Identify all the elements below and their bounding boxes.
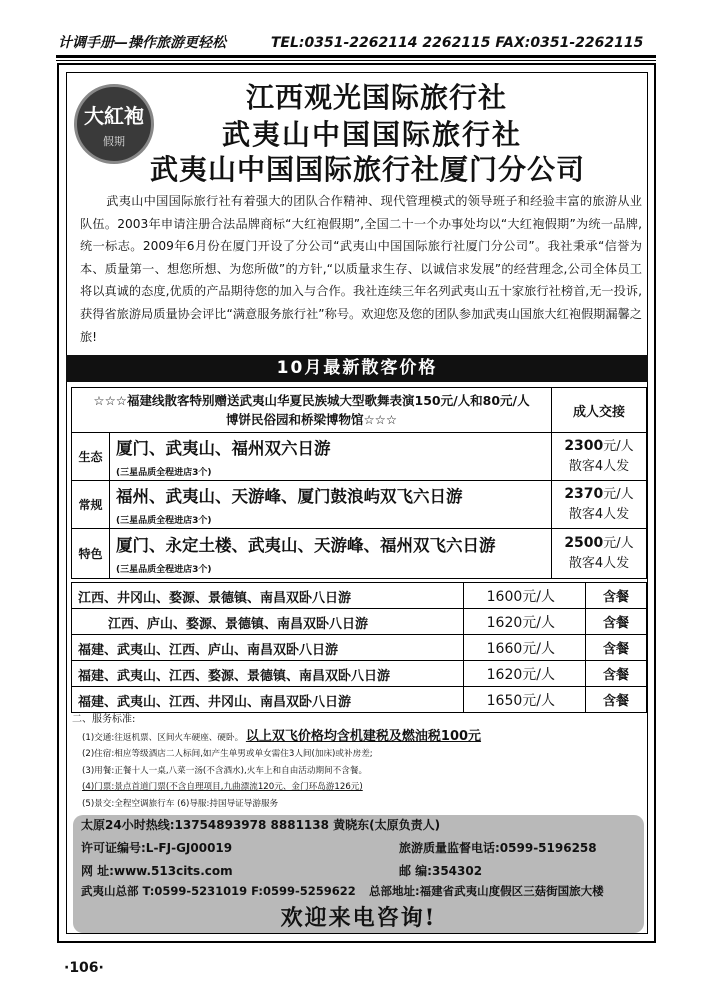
line-row <box>72 687 647 713</box>
service-transport <box>72 729 646 747</box>
service-head: 二、服务标准: <box>72 714 136 725</box>
title-jiangxi: 江西观光国际旅行社 <box>246 81 508 114</box>
line-price: 1620元/人 <box>463 661 585 687</box>
line-name: 福建、武夷山、江西、庐山、南昌双卧八日游 <box>72 635 464 661</box>
website <box>81 862 233 879</box>
service-standards <box>72 712 646 813</box>
route-price <box>552 433 647 481</box>
line-meal: 含餐 <box>586 661 647 687</box>
price-min: 散客4人发 <box>568 556 630 571</box>
route-category: 生态 <box>72 433 110 481</box>
route-note: (三星品质全程进店3个) <box>116 565 212 575</box>
logo-name: 大紅袍 <box>84 104 144 128</box>
page-number: ·106· <box>64 960 104 976</box>
route-note: (三星品质全程进店3个) <box>116 516 212 526</box>
line-row <box>72 661 647 687</box>
price-banner: 10月最新散客价格 <box>66 355 648 382</box>
contact-box <box>73 815 644 933</box>
route-cell <box>110 529 552 579</box>
promo-text: ☆☆☆福建线散客特别赠送武夷山华夏民族城大型歌舞表演150元/人和80元/人博饼民俗园和桥梁博物馆☆☆☆ <box>93 393 530 427</box>
title-wuyishan: 武夷山中国国际旅行社 <box>222 118 523 151</box>
line-table <box>71 582 647 713</box>
promo-row <box>72 388 647 433</box>
route-note: (三星品质全程进店3个) <box>116 468 212 478</box>
hq-phone: 武夷山总部 T:0599-5231019 F:0599-5259622 <box>81 884 356 898</box>
line-row <box>72 609 647 635</box>
transport-text: (1)交通:往返机票、区间火车硬座、硬卧。 <box>82 732 244 743</box>
route-price <box>552 529 647 579</box>
line-name: 江西、井冈山、婺源、景德镇、南昌双卧八日游 <box>72 583 464 609</box>
service-hotel: (2)住宿:相应等级酒店二人标间,如产生单男或单女需住3人间(加床)或补房差; <box>82 749 373 760</box>
website-label: 网 址: <box>81 864 114 878</box>
line-meal: 含餐 <box>586 687 647 713</box>
supervision-phone: 旅游质量监督电话:0599-5196258 <box>399 841 597 855</box>
line-meal: 含餐 <box>586 635 647 661</box>
route-name: 厦门、武夷山、福州双六日游 <box>116 439 331 458</box>
route-row <box>72 433 647 481</box>
license: 许可证编号:L-FJ-GJ00019 <box>81 841 233 855</box>
welcome-text: 欢迎来电咨询! <box>280 905 437 931</box>
postcode: 邮 编:354302 <box>399 864 483 878</box>
line-name: 江西、庐山、婺源、景德镇、南昌双卧八日游 <box>72 609 464 635</box>
adult-label: 成人交接 <box>552 388 647 433</box>
line-price: 1620元/人 <box>463 609 585 635</box>
line-name: 福建、武夷山、江西、婺源、景德镇、南昌双卧八日游 <box>72 661 464 687</box>
line-meal: 含餐 <box>586 609 647 635</box>
route-category: 特色 <box>72 529 110 579</box>
header-rule-thick <box>56 55 656 58</box>
promo-cell <box>72 388 552 433</box>
transport-highlight: 以上双飞价格均含机建税及燃油税100元 <box>245 728 482 744</box>
header-line <box>58 32 654 56</box>
line-price: 1650元/人 <box>463 687 585 713</box>
hq-address: 总部地址:福建省武夷山度假区三菇街国旅大楼 <box>369 884 604 898</box>
route-name: 福州、武夷山、天游峰、厦门鼓浪屿双飞六日游 <box>116 487 463 506</box>
header-rule-thin <box>56 60 656 61</box>
route-price <box>552 481 647 529</box>
price-unit: 元/人 <box>603 536 634 551</box>
price-table <box>71 387 647 579</box>
line-name: 福建、武夷山、江西、井冈山、南昌双卧八日游 <box>72 687 464 713</box>
route-cell <box>110 481 552 529</box>
line-price: 1660元/人 <box>463 635 585 661</box>
service-car-guide: (5)景交:全程空调旅行车 (6)导服:持国导证导游服务 <box>82 798 279 809</box>
title-xiamen-branch: 武夷山中国国际旅行社厦门分公司 <box>150 153 586 186</box>
price-unit: 元/人 <box>603 439 634 454</box>
line-row <box>72 635 647 661</box>
route-name: 厦门、永定土楼、武夷山、天游峰、福州双飞六日游 <box>116 536 496 555</box>
hotline: 太原24小时热线:13754893978 8881138 黄晓东(太原负责人) <box>81 818 441 832</box>
line-row <box>72 583 647 609</box>
intro-paragraph <box>80 190 642 348</box>
price-value: 2300 <box>564 438 604 454</box>
price-value: 2500 <box>564 535 604 551</box>
price-value: 2370 <box>564 486 604 502</box>
price-min: 散客4人发 <box>568 507 630 522</box>
dahongpao-logo <box>74 84 154 164</box>
route-cell <box>110 433 552 481</box>
logo-sub: 假期 <box>103 135 125 148</box>
route-category: 常规 <box>72 481 110 529</box>
price-unit: 元/人 <box>603 487 634 502</box>
header-contact: TEL:0351-2262114 2262115 FAX:0351-2262115 <box>270 35 644 51</box>
line-price: 1600元/人 <box>463 583 585 609</box>
service-ticket: (4)门票:景点首道门票(不含自理项目,九曲漂流120元、金门环岛游126元) <box>82 782 363 793</box>
line-meal: 含餐 <box>586 583 647 609</box>
website-url[interactable]: www.513cits.com <box>113 864 233 878</box>
route-row <box>72 481 647 529</box>
header-slogan: 计调手册—操作旅游更轻松 <box>58 35 226 51</box>
price-min: 散客4人发 <box>568 459 630 474</box>
intro-text: 武夷山中国国际旅行社有着强大的团队合作精神、现代管理模式的领导班子和经验丰富的旅游从业队伍。2003年申请注册合法品牌商标“大红袍假期”,全国二十一个办事处均以“大红袍假期”为统一品牌,统一标志。2009年6月份在厦门开设了分公司“武夷山中国国际旅行社厦门分公司”。我社秉承“信誉为本、质量第一、想您所想、为您所做”的方针,“以质量求生存、以诚信求发展”的经营理念,公司全体员工将以真诚的态度,优质的产品期待您的加入与合作。我社连续三年名列武夷山五十家旅行社榜首,无一投诉,获得省旅游局质量协会评比“满意服务旅行社”称号。欢迎您及您的团队参加武夷山国旅大红袍假期漏馨之旅! <box>80 194 642 344</box>
route-row <box>72 529 647 579</box>
service-meal: (3)用餐:正餐十人一桌,八菜一汤(不含酒水),火车上和自由活动期间不含餐。 <box>82 765 368 776</box>
